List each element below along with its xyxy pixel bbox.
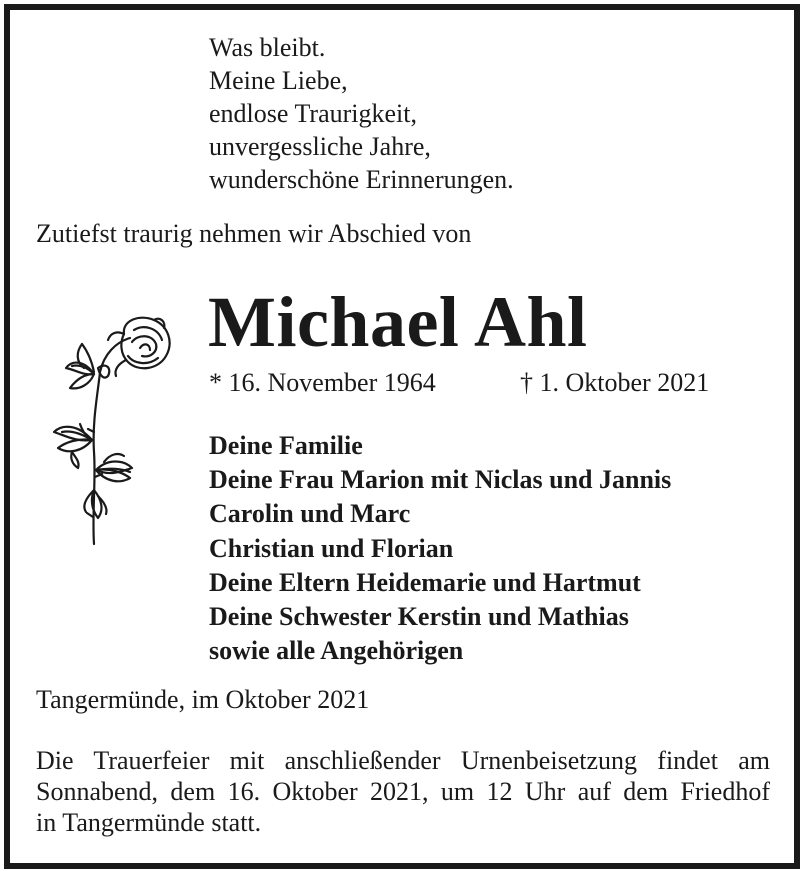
mourner-line: sowie alle Angehörigen (209, 636, 464, 666)
funeral-line: Sonnabend, dem 16. Oktober 2021, um 12 Uhr auf dem Friedhof (36, 777, 770, 806)
mourner-line: Carolin und Marc (209, 499, 411, 529)
mourner-line: Deine Eltern Heidemarie und Hartmut (209, 567, 641, 597)
place-date: Tangermünde, im Oktober 2021 (36, 685, 370, 714)
birth-date: * 16. November 1964 (209, 368, 436, 397)
poem-line: Was bleibt. (209, 33, 326, 62)
intro-text: Zutiefst traurig nehmen wir Abschied von (36, 219, 472, 248)
mourner-line: Deine Schwester Kerstin und Mathias (209, 602, 629, 632)
poem-line: unvergessliche Jahre, (209, 132, 431, 161)
funeral-notice (36, 745, 770, 838)
deceased-name: Michael Ahl (208, 282, 588, 362)
mourner-line: Deine Frau Marion mit Niclas und Jannis (209, 465, 672, 495)
poem-line: wunderschöne Erinnerungen. (209, 165, 514, 194)
rose-illustration-icon (32, 312, 177, 552)
poem-line: Meine Liebe, (209, 66, 348, 95)
funeral-line: Die Trauerfeier mit anschließender Urnenbeisetzung findet am (36, 746, 770, 775)
poem (209, 31, 514, 196)
mourner-line: Deine Familie (209, 431, 363, 460)
death-date: † 1. Oktober 2021 (520, 368, 710, 397)
mourners-list (209, 429, 671, 668)
mourner-line: Christian und Florian (209, 533, 454, 563)
poem-line: endlose Traurigkeit, (209, 99, 417, 128)
funeral-line: in Tangermünde statt. (36, 808, 262, 837)
